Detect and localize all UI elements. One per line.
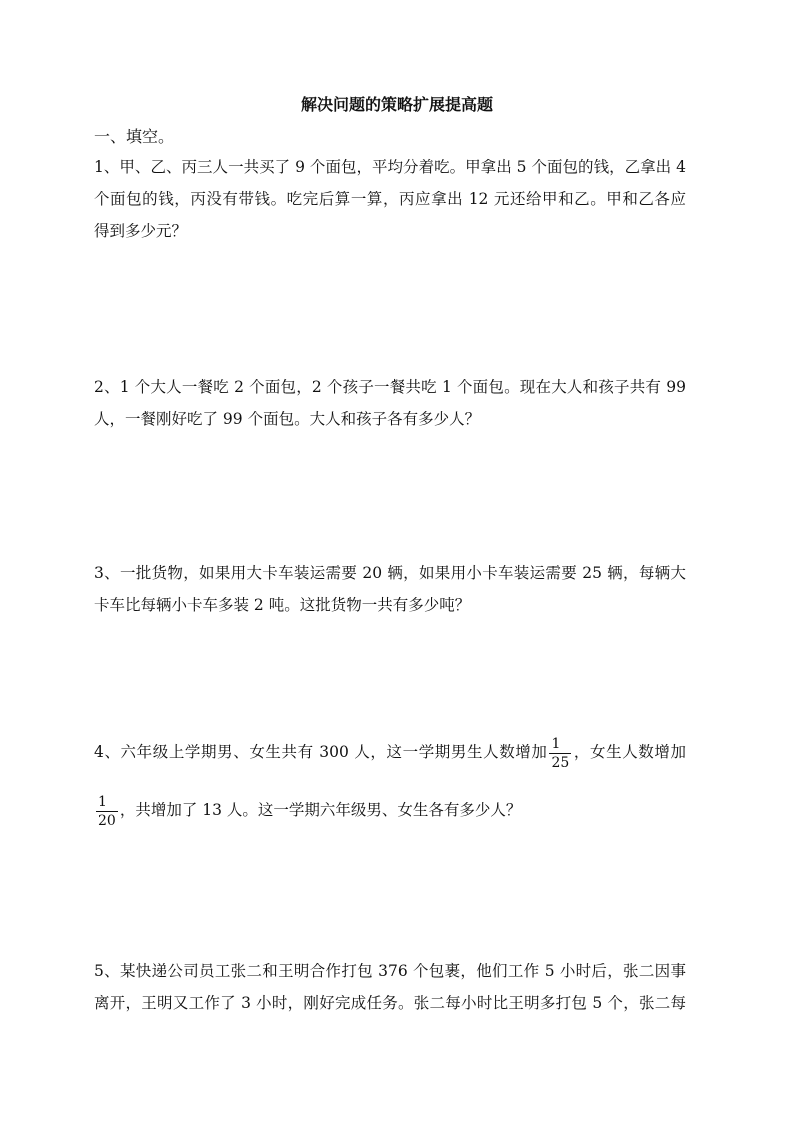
question-4-line-1 bbox=[94, 730, 686, 774]
fraction-one-twentieth bbox=[96, 793, 118, 830]
question-4 bbox=[94, 730, 686, 832]
fraction-denominator: 20 bbox=[98, 812, 116, 829]
question-1-line-3: 得到多少元？ bbox=[94, 222, 188, 240]
question-3-line-2: 卡车比每辆小卡车多装 2 吨。这批货物一共有多少吨？ bbox=[94, 596, 471, 614]
question-5 bbox=[94, 955, 686, 1019]
question-2-line-2: 人，一餐刚好吃了 99 个面包。大人和孩子各有多少人？ bbox=[94, 410, 481, 428]
question-1 bbox=[94, 151, 686, 247]
question-3-line-1: 3、一批货物，如果用大卡车装运需要 20 辆，如果用小卡车装运需要 25 辆，每辆大 bbox=[94, 564, 686, 582]
question-4-text-b: ，女生人数增加 bbox=[573, 743, 686, 761]
question-3 bbox=[94, 557, 686, 621]
question-5-line-2: 离开，王明又工作了 3 小时，刚好完成任务。张二每小时比王明多打包 5 个，张二每 bbox=[94, 994, 686, 1012]
fraction-numerator: 1 bbox=[96, 793, 118, 812]
question-5-line-1: 5、某快递公司员工张二和王明合作打包 376 个包裹，他们工作 5 小时后，张二因事 bbox=[94, 962, 686, 980]
fraction-denominator: 25 bbox=[551, 754, 570, 771]
question-1-line-1: 1、甲、乙、丙三人一共买了 9 个面包，平均分着吃。甲拿出 5 个面包的钱，乙拿出 4 bbox=[94, 158, 686, 176]
question-1-line-2: 个面包的钱，丙没有带钱。吃完后算一算，丙应拿出 12 元还给甲和乙。甲和乙各应 bbox=[94, 190, 686, 208]
fraction-numerator: 1 bbox=[549, 735, 571, 754]
question-2-line-1: 2、1 个大人一餐吃 2 个面包，2 个孩子一餐共吃 1 个面包。现在大人和孩子共有 99 bbox=[94, 378, 686, 396]
question-4-line-2 bbox=[94, 788, 686, 832]
question-4-text-a: 4、六年级上学期男、女生共有 300 人，这一学期男生人数增加 bbox=[94, 743, 548, 761]
fraction-one-twentyfifth bbox=[549, 735, 571, 772]
question-2 bbox=[94, 371, 686, 435]
page-title: 解决问题的策略扩展提高题 bbox=[300, 95, 493, 114]
section-heading: 一、填空。 bbox=[94, 127, 175, 146]
question-4-text-c: ，共增加了 13 人。这一学期六年级男、女生各有多少人？ bbox=[119, 801, 522, 819]
